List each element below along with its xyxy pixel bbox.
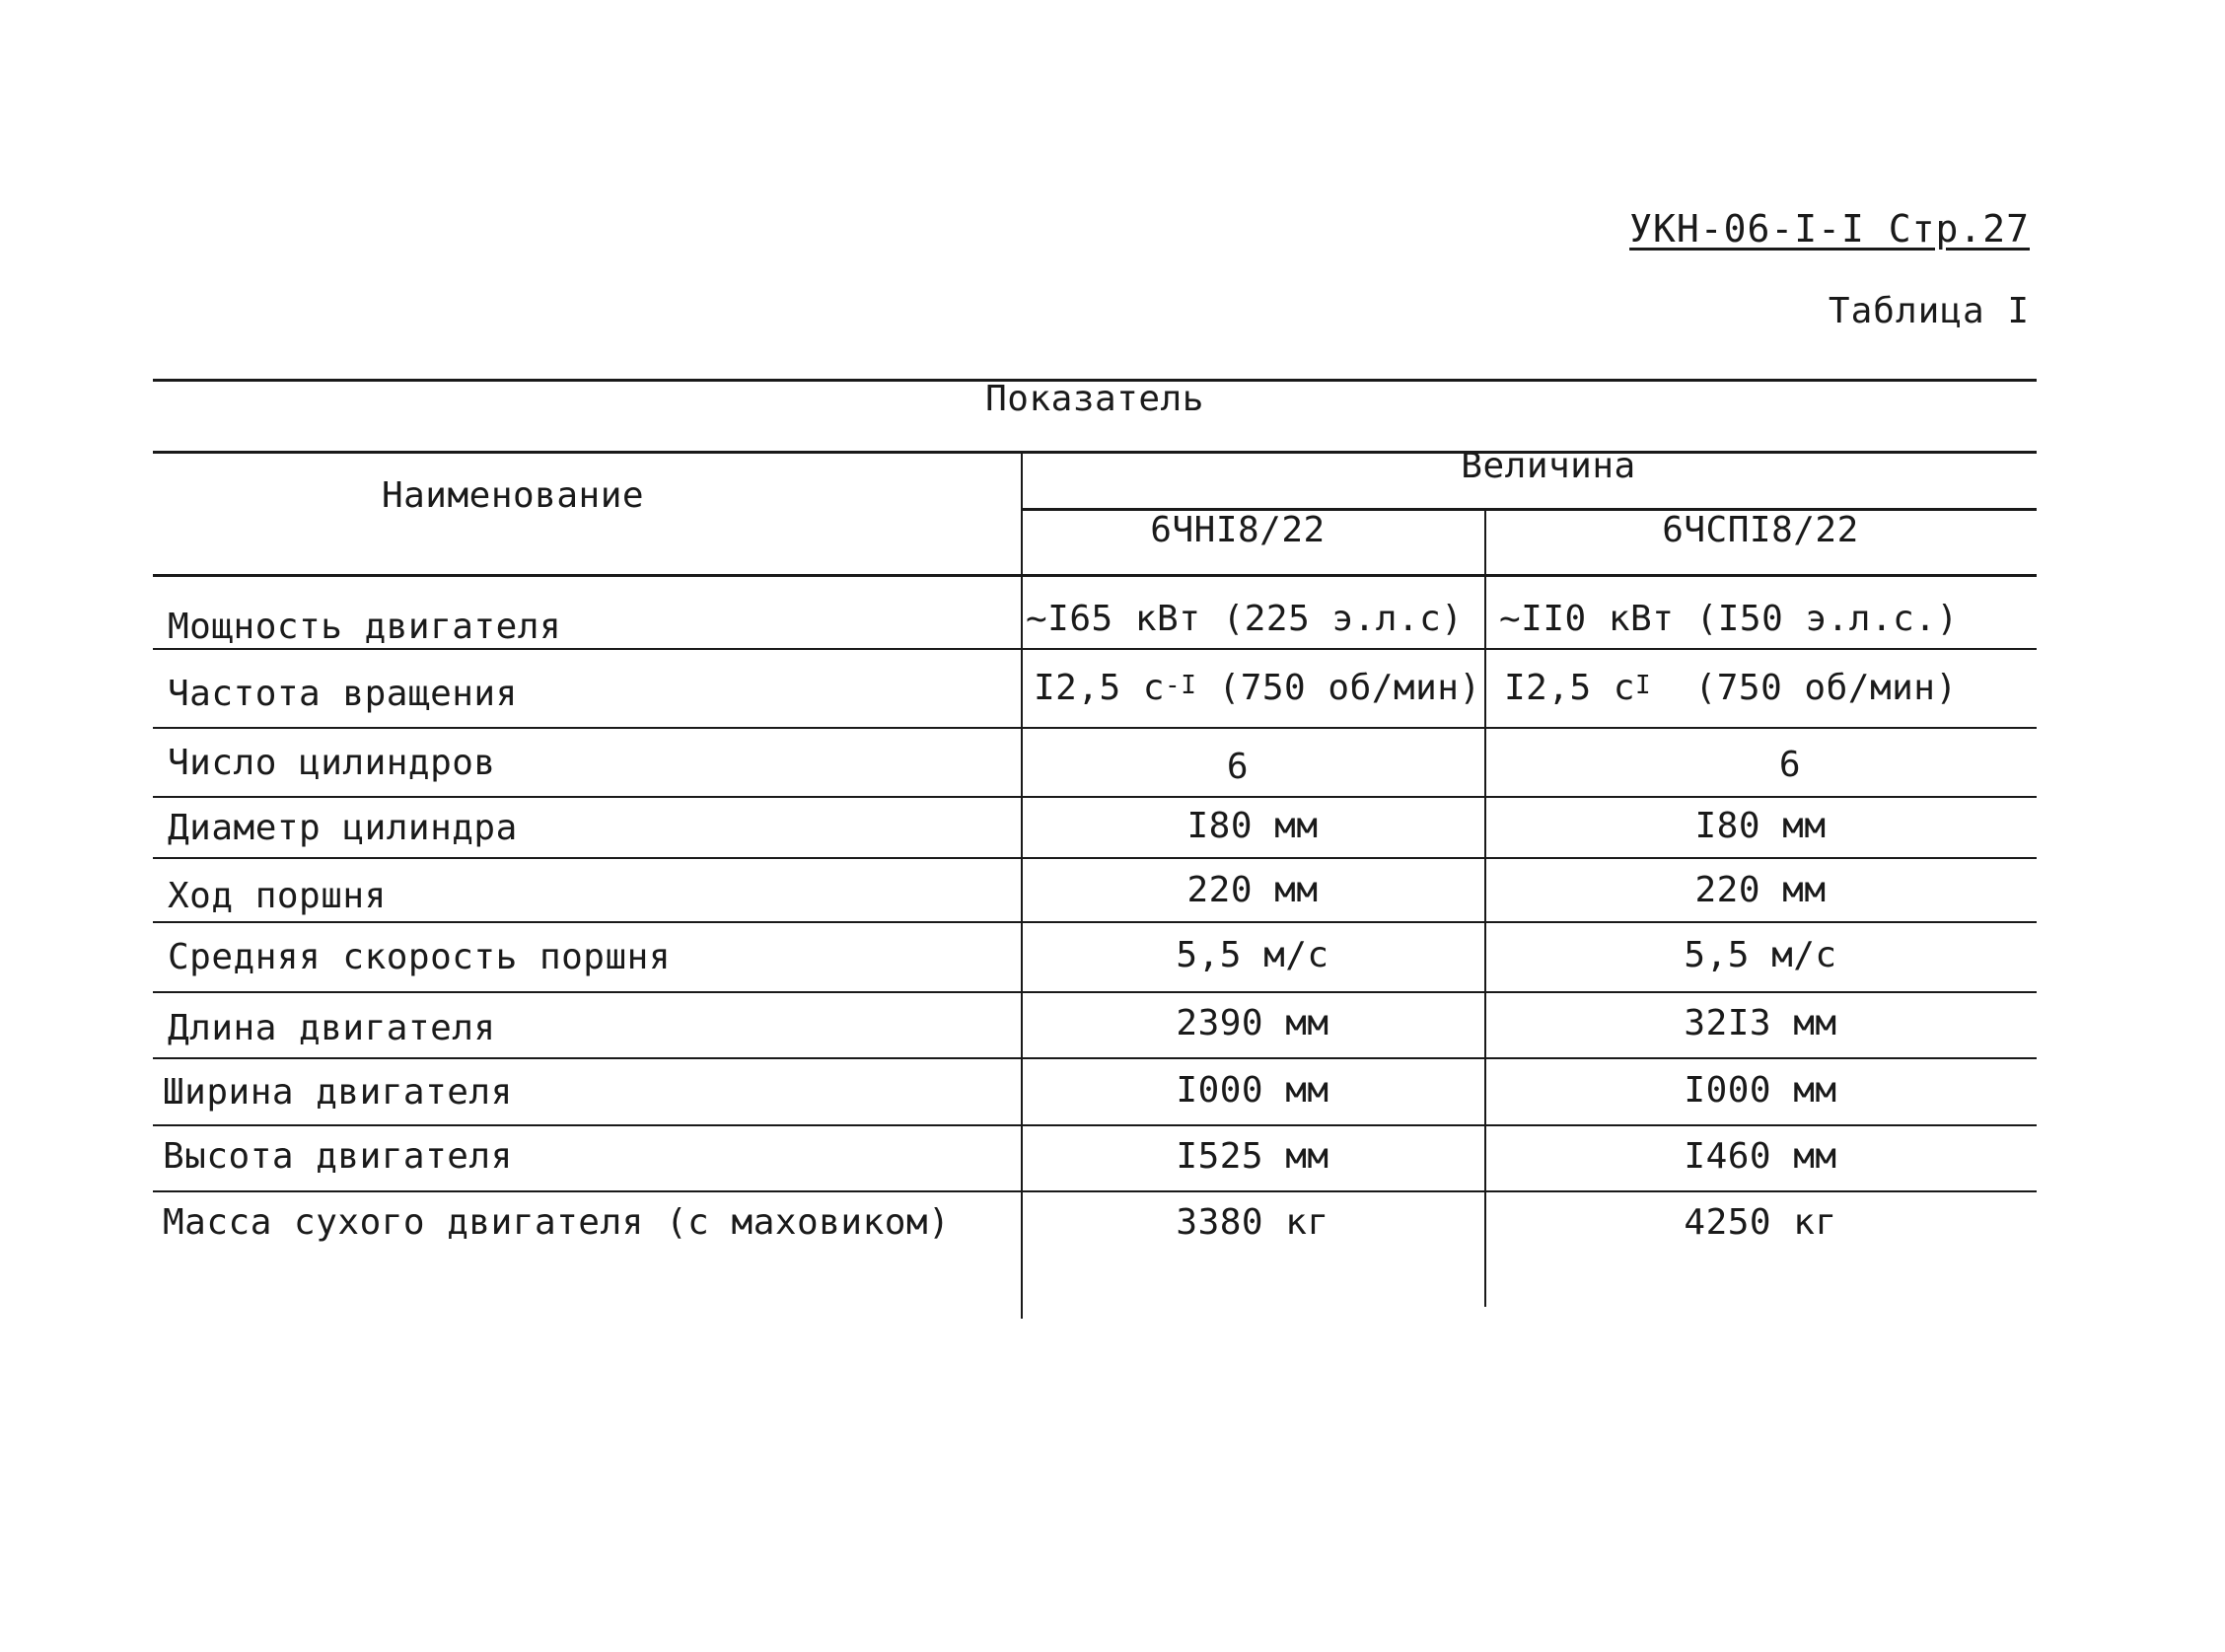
row-name: Длина двигателя bbox=[168, 1008, 496, 1048]
header-model-2: 6ЧСПI8/22 bbox=[1662, 510, 1859, 550]
row-name: Ход поршня bbox=[168, 876, 387, 916]
row-value-model-2: 4250 кг bbox=[1684, 1202, 1837, 1243]
value-base: I2,5 с bbox=[1034, 668, 1166, 708]
row-value-model-2: ~II0 кВт (I50 э.л.с.) bbox=[1499, 599, 1959, 639]
row-value-model-1: I80 мм bbox=[1186, 806, 1319, 846]
row-value-model-1 bbox=[1034, 668, 1481, 708]
row-value-model-1: 5,5 м/с bbox=[1176, 935, 1329, 975]
row-name: Число цилиндров bbox=[168, 743, 496, 783]
row-name: Масса сухого двигателя (с маховиком) bbox=[163, 1202, 951, 1243]
row-divider bbox=[153, 727, 2037, 729]
row-value-model-2: 5,5 м/с bbox=[1684, 935, 1837, 975]
row-value-model-2: 32I3 мм bbox=[1684, 1003, 1837, 1043]
row-name: Частота вращения bbox=[168, 674, 518, 714]
value-base: I2,5 с bbox=[1504, 668, 1636, 708]
row-name: Диаметр цилиндра bbox=[168, 808, 518, 848]
row-value-model-1: I525 мм bbox=[1176, 1136, 1329, 1177]
row-divider bbox=[153, 648, 2037, 650]
value-exponent: I bbox=[1635, 671, 1652, 700]
row-value-model-1: 6 bbox=[1226, 747, 1250, 787]
value-tail: (750 об/мин) bbox=[1651, 668, 1958, 708]
row-value-model-2 bbox=[1504, 668, 1958, 708]
row-value-model-1: 220 мм bbox=[1186, 870, 1319, 910]
row-divider bbox=[153, 991, 2037, 993]
row-divider bbox=[153, 1057, 2037, 1059]
row-value-model-2: 220 мм bbox=[1694, 870, 1827, 910]
header-name: Наименование bbox=[381, 475, 645, 516]
row-name: Высота двигателя bbox=[163, 1136, 513, 1177]
row-name: Мощность двигателя bbox=[168, 607, 562, 647]
row-name: Ширина двигателя bbox=[163, 1072, 513, 1113]
page-reference: УКН-06-I-I Стр.27 bbox=[1629, 207, 2030, 251]
row-value-model-1: 3380 кг bbox=[1176, 1202, 1329, 1243]
rule-under-models bbox=[153, 574, 2037, 577]
row-divider bbox=[153, 1124, 2037, 1126]
header-value: Величина bbox=[1461, 446, 1636, 486]
row-divider bbox=[153, 921, 2037, 923]
value-exponent: -I bbox=[1165, 671, 1197, 700]
row-name: Средняя скорость поршня bbox=[168, 937, 671, 977]
row-value-model-1: I000 мм bbox=[1176, 1070, 1329, 1111]
row-value-model-2: I000 мм bbox=[1684, 1070, 1837, 1111]
row-value-model-1: ~I65 кВт (225 э.л.с) bbox=[1026, 599, 1464, 639]
row-value-model-2: I80 мм bbox=[1694, 806, 1827, 846]
header-indicator: Показатель bbox=[985, 379, 1204, 419]
row-divider bbox=[153, 1190, 2037, 1192]
row-value-model-1: 2390 мм bbox=[1176, 1003, 1329, 1043]
header-model-1: 6ЧНI8/22 bbox=[1150, 510, 1326, 550]
row-value-model-2: I460 мм bbox=[1684, 1136, 1837, 1177]
value-tail: (750 об/мин) bbox=[1196, 668, 1481, 708]
row-divider bbox=[153, 796, 2037, 798]
row-divider bbox=[153, 857, 2037, 859]
row-value-model-2: 6 bbox=[1778, 745, 1802, 785]
table-label: Таблица I bbox=[1828, 291, 2030, 331]
